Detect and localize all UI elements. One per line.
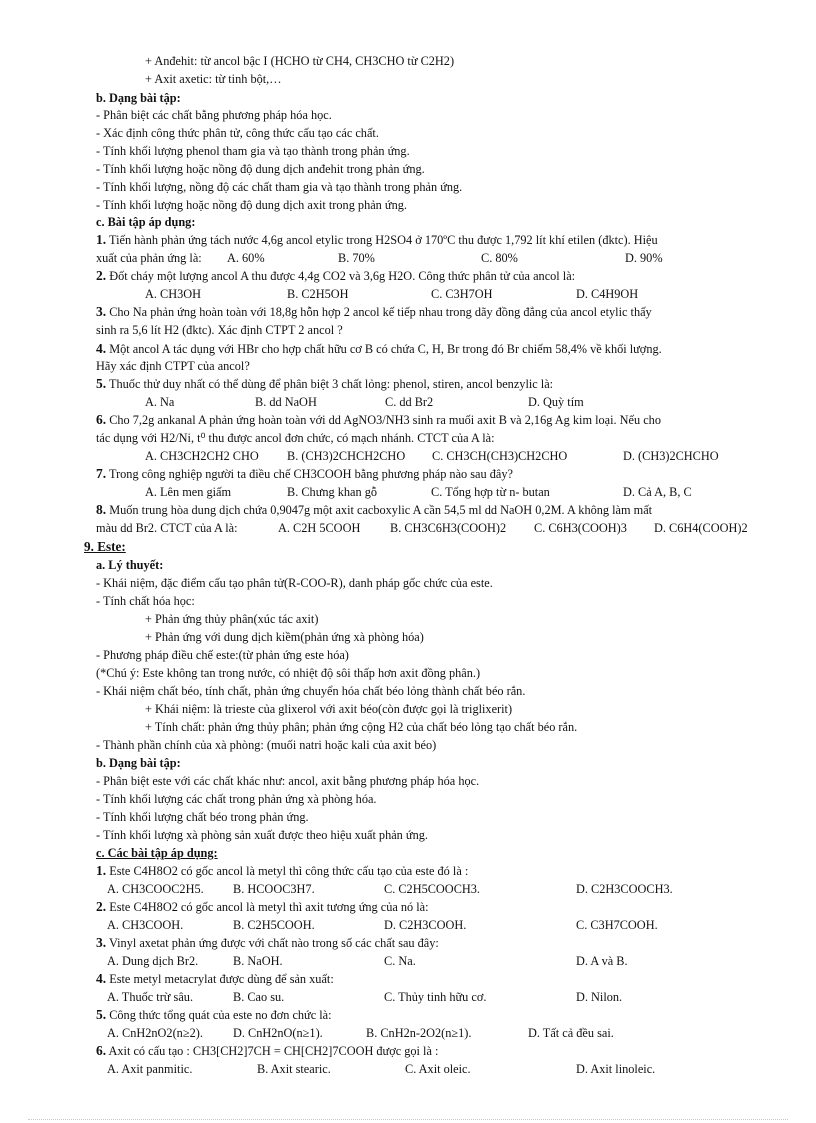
- question-number: 7.: [96, 466, 107, 481]
- note: (*Chú ý: Este không tan trong nước, có nhiệt độ sôi thấp hơn axit đồng phân.): [96, 666, 481, 680]
- question-3: [96, 304, 652, 320]
- list-item: + Khái niệm: là trieste của glixerol với axit béo(còn được gọi là triglixerit): [145, 702, 513, 716]
- option: B. CnH2n-2O2(n≥1).: [366, 1026, 472, 1040]
- option: C. C3H7OH: [431, 287, 493, 301]
- option: D. 90%: [625, 251, 663, 265]
- option: A. Lên men giấm: [145, 485, 232, 499]
- list-item: - Khái niệm chất béo, tính chất, phản ứng chuyển hóa chất béo lỏng thành chất béo rắn.: [96, 684, 526, 698]
- question-text-cont: tác dụng với H2/Ni, t⁰ thu được ancol đơn chức, có mạch nhánh. CTCT của A là:: [96, 431, 495, 445]
- option: D. Quỳ tím: [528, 395, 584, 409]
- question-number: 8.: [96, 502, 107, 517]
- option: C. Axit oleic.: [405, 1062, 471, 1076]
- question-number: 6.: [96, 412, 107, 427]
- question-number: 4.: [96, 971, 107, 986]
- list-item: - Tính khối lượng xà phòng sản xuất được theo hiệu xuất phản ứng.: [96, 828, 428, 842]
- andehit-line: + Anđehit: từ ancol bậc I (HCHO từ CH4, CH3CHO từ C2H2): [145, 54, 455, 68]
- question-text: Đốt cháy một lượng ancol A thu được 4,4g CO2 và 3,6g H2O. Công thức phân tử của ancol là:: [109, 269, 576, 283]
- axit-line: + Axit axetic: từ tinh bột,…: [145, 72, 282, 86]
- list-item: + Phản ứng với dung dịch kiềm(phản ứng xà phòng hóa): [145, 630, 424, 644]
- option: B. 70%: [338, 251, 375, 265]
- s9-a-heading: a. Lý thuyết:: [96, 558, 164, 572]
- option: B. (CH3)2CHCH2CHO: [287, 449, 406, 463]
- option: B. C2H5COOH.: [233, 918, 315, 932]
- s9-b-heading: b. Dạng bài tập:: [96, 756, 181, 770]
- question-2: [96, 899, 429, 915]
- option: D. C6H4(COOH)2: [654, 521, 748, 535]
- list-item: - Phân biệt các chất bằng phương pháp hóa học.: [96, 108, 332, 122]
- page-bottom-rule: [28, 1119, 788, 1120]
- option: D. C2H3COOCH3.: [576, 882, 673, 896]
- question-text: Trong công nghiệp người ta điều chế CH3COOH bằng phương pháp nào sau đây?: [108, 467, 513, 481]
- option: D. C2H3COOH.: [384, 918, 467, 932]
- option: C. Thủy tinh hữu cơ.: [384, 990, 487, 1004]
- question-text-cont: xuất của phản ứng là:: [96, 251, 202, 265]
- option: B. Cao su.: [233, 990, 285, 1004]
- s8-b-heading: b. Dạng bài tập:: [96, 91, 181, 105]
- question-text: Este C4H8O2 có gốc ancol là metyl thì axit tương ứng của nó là:: [109, 900, 429, 914]
- question-text: Cho 7,2g ankanal A phản ứng hoàn toàn với dd AgNO3/NH3 sinh ra muối axit B và 2,16g Ag kim loại. Nếu cho: [109, 413, 661, 427]
- question-number: 6.: [96, 1043, 107, 1058]
- question-text: Vinyl axetat phản ứng được với chất nào trong số các chất sau đây:: [108, 936, 439, 950]
- option: D. CnH2nO(n≥1).: [233, 1026, 323, 1040]
- question-number: 5.: [96, 1007, 107, 1022]
- option: A. CH3COOH.: [107, 918, 184, 932]
- option: D. A và B.: [576, 954, 628, 968]
- question-number: 4.: [96, 341, 107, 356]
- question-number: 3.: [96, 304, 107, 319]
- question-text: Este C4H8O2 có gốc ancol là metyl thì công thức cấu tạo của este đó là :: [109, 864, 469, 878]
- option: C. CH3CH(CH3)CH2CHO: [432, 449, 568, 463]
- question-4: [96, 971, 334, 987]
- question-text-cont: màu dd Br2. CTCT của A là:: [96, 521, 238, 535]
- question-text: Axit có cấu tạo : CH3[CH2]7CH = CH[CH2]7COOH được gọi là :: [108, 1044, 439, 1058]
- list-item: - Khái niệm, đặc điểm cấu tạo phân tử(R-COO-R), danh pháp gốc chức của este.: [96, 576, 493, 590]
- option: B. C2H5OH: [287, 287, 349, 301]
- option: A. CH3OH: [145, 287, 202, 301]
- list-item: - Tính khối lượng, nồng độ các chất tham gia và tạo thành trong phản ứng.: [96, 180, 463, 194]
- list-item: - Xác định công thức phân tử, công thức cấu tạo các chất.: [96, 126, 379, 140]
- option: B. NaOH.: [233, 954, 283, 968]
- question-number: 1.: [96, 863, 107, 878]
- question-text: Este metyl metacrylat được dùng để sản xuất:: [109, 972, 334, 986]
- list-item: - Thành phần chính của xà phòng: (muối natri hoặc kali của axit béo): [96, 738, 437, 752]
- option: A. C2H 5COOH: [278, 521, 361, 535]
- question-7: [96, 466, 513, 482]
- option: A. CH3CH2CH2 CHO: [145, 449, 259, 463]
- list-item: - Tính khối lượng hoặc nồng độ dung dịch axit trong phản ứng.: [96, 198, 407, 212]
- option: D. Axit linoleic.: [576, 1062, 656, 1076]
- list-item: - Phương pháp điều chế este:(từ phản ứng este hóa): [96, 648, 349, 662]
- option: A. Na: [145, 395, 175, 409]
- option: A. CH3COOC2H5.: [107, 882, 204, 896]
- question-8: [96, 502, 652, 518]
- option: C. C2H5COOCH3.: [384, 882, 480, 896]
- question-number: 2.: [96, 268, 107, 283]
- option: C. dd Br2: [385, 395, 434, 409]
- question-5: [96, 376, 553, 392]
- question-6: [96, 1043, 438, 1059]
- list-item: - Phân biệt este với các chất khác như: ancol, axit bằng phương pháp hóa học.: [96, 774, 480, 788]
- question-number: 3.: [96, 935, 107, 950]
- option: B. Axit stearic.: [257, 1062, 331, 1076]
- list-item: + Phản ứng thủy phân(xúc tác axit): [145, 612, 319, 626]
- list-item: + Tính chất: phản ứng thủy phân; phản ứng cộng H2 của chất béo lỏng tạo chất béo rắn.: [145, 720, 578, 734]
- question-text: Thuốc thử duy nhất có thể dùng để phân biệt 3 chất lỏng: phenol, stiren, ancol benzylic là:: [108, 377, 554, 391]
- question-3: [96, 935, 439, 951]
- option: C. C6H3(COOH)3: [534, 521, 627, 535]
- question-1: [96, 863, 468, 879]
- question-text: Muốn trung hòa dung dịch chứa 0,9047g một axit cacboxylic A cần 54,5 ml dd NaOH 0,2M. A không làm mất: [109, 503, 653, 517]
- question-number: 1.: [96, 232, 107, 247]
- question-text: Tiến hành phản ứng tách nước 4,6g ancol etylic trong H2SO4 ở 170ºC thu được 1,792 lít khí etilen (đktc). Hiệu: [108, 233, 658, 247]
- option: C. 80%: [481, 251, 518, 265]
- option: D. Nilon.: [576, 990, 623, 1004]
- option: C. Na.: [384, 954, 416, 968]
- question-5: [96, 1007, 332, 1023]
- question-6: [96, 412, 661, 428]
- question-1: [96, 232, 658, 248]
- option: D. (CH3)2CHCHO: [623, 449, 719, 463]
- option: D. Tất cả đều sai.: [528, 1026, 614, 1040]
- option: A. Dung dịch Br2.: [107, 954, 199, 968]
- option: A. CnH2nO2(n≥2).: [107, 1026, 203, 1040]
- option: B. Chưng khan gỗ: [287, 485, 378, 499]
- question-text: Cho Na phản ứng hoàn toàn với 18,8g hỗn hợp 2 ancol kế tiếp nhau trong dãy đồng đẳng của ancol etylic thấy: [109, 305, 652, 319]
- option: B. CH3C6H3(COOH)2: [390, 521, 507, 535]
- list-item: - Tính chất hóa học:: [96, 594, 195, 608]
- list-item: - Tính khối lượng phenol tham gia và tạo thành trong phản ứng.: [96, 144, 410, 158]
- list-item: - Tính khối lượng hoặc nồng độ dung dịch anđehit trong phản ứng.: [96, 162, 425, 176]
- option: A. 60%: [227, 251, 265, 265]
- s9-c-heading: c. Các bài tập áp dụng:: [96, 846, 218, 860]
- option: C. C3H7COOH.: [576, 918, 658, 932]
- question-4: [96, 341, 662, 357]
- s8-c-heading: c. Bài tập áp dụng:: [96, 215, 196, 229]
- list-item: - Tính khối lượng chất béo trong phản ứng.: [96, 810, 309, 824]
- question-text: Công thức tổng quát của este no đơn chức là:: [109, 1008, 332, 1022]
- question-text-cont: Hãy xác định CTPT của ancol?: [96, 359, 250, 373]
- option: D. C4H9OH: [576, 287, 639, 301]
- option: A. Axit panmitic.: [107, 1062, 193, 1076]
- question-number: 2.: [96, 899, 107, 914]
- option: C. Tổng hợp từ n- butan: [431, 485, 550, 499]
- question-text-cont: sinh ra 5,6 lít H2 (đktc). Xác định CTPT 2 ancol ?: [96, 323, 343, 337]
- list-item: - Tính khối lượng các chất trong phản ứng xà phòng hóa.: [96, 792, 377, 806]
- option: D. Cả A, B, C: [623, 485, 692, 499]
- question-number: 5.: [96, 376, 107, 391]
- question-2: [96, 268, 575, 284]
- option: B. dd NaOH: [255, 395, 317, 409]
- option: B. HCOOC3H7.: [233, 882, 315, 896]
- section-title: 9. Este:: [84, 539, 126, 554]
- option: A. Thuốc trừ sâu.: [107, 990, 194, 1004]
- question-text: Một ancol A tác dụng với HBr cho hợp chất hữu cơ B có chứa C, H, Br trong đó Br chiếm 58,4% về khối lượng.: [109, 342, 662, 356]
